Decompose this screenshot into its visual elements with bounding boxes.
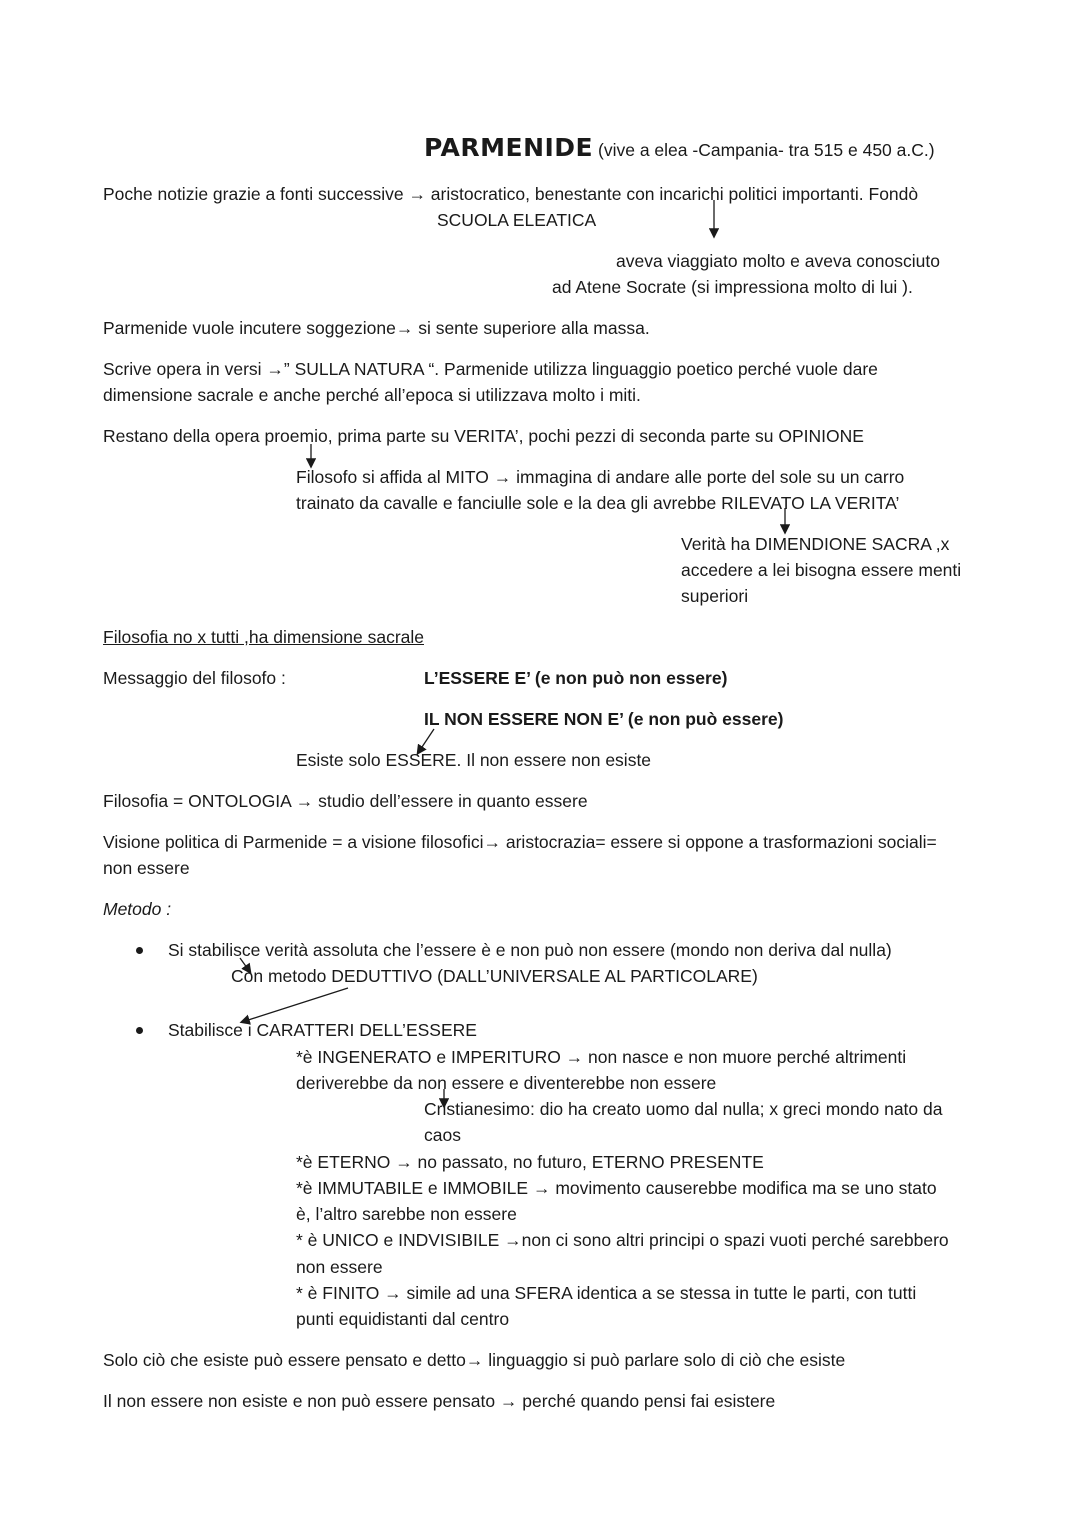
- messaggio-esiste: Esiste solo ESSERE. Il non essere non esiste: [296, 750, 652, 770]
- mito-line-1: Filosofo si affida al MITO → immagina di andare alle porte del sole su un carro: [296, 467, 905, 487]
- conclusione-line-2: Il non essere non esiste e non può essere pensato → perché quando pensi fai esistere: [103, 1391, 776, 1411]
- verita-line-2: accedere a lei bisogna essere menti: [681, 560, 962, 580]
- paragraph-soggezione: Parmenide vuole incutere soggezione→ si sente superiore alla massa.: [103, 318, 650, 338]
- filosofia-heading: Filosofia no x tutti ,ha dimensione sacrale: [103, 627, 424, 647]
- caratteri-unico-2: non essere: [296, 1257, 383, 1277]
- arrow-icon: [418, 729, 434, 753]
- paragraph-politica-1: Visione politica di Parmenide = a visione filosofici→ aristocrazia= essere si oppone a trasformazioni sociali=: [103, 832, 937, 852]
- caratteri-eterno: *è ETERNO → no passato, no futuro, ETERNO PRESENTE: [296, 1152, 764, 1172]
- caratteri-cristianesimo-1: Cristianesimo: dio ha creato uomo dal nulla; x greci mondo nato da: [424, 1099, 943, 1119]
- caratteri-ingenerato-1: *è INGENERATO e IMPERITURO → non nasce e non muore perché altrimenti: [296, 1047, 907, 1067]
- arrow-icon: [240, 958, 250, 972]
- paragraph-opera-1: Scrive opera in versi →” SULLA NATURA “. Parmenide utilizza linguaggio poetico perché vuole dare: [103, 359, 878, 379]
- verita-line-3: superiori: [681, 586, 749, 606]
- messaggio-essere: L’ESSERE E’ (e non può non essere): [424, 668, 728, 688]
- caratteri-ingenerato-2: deriverebbe da non essere e diventerebbe non essere: [296, 1073, 717, 1093]
- title-subtitle: (vive a elea -Campania- tra 515 e 450 a.C.): [598, 140, 935, 160]
- intro-line: Poche notizie grazie a fonti successive → aristocratico, benestante con incarichi politici importanti. Fondò: [103, 184, 919, 204]
- paragraph-opera-2: dimensione sacrale e anche perché all’epoca si utilizzava molto i miti.: [103, 385, 641, 405]
- intro-note-1: aveva viaggiato molto e aveva conosciuto: [616, 251, 940, 271]
- intro-note-2: ad Atene Socrate (si impressiona molto di lui ).: [552, 277, 913, 297]
- intro-school: SCUOLA ELEATICA: [437, 210, 597, 230]
- caratteri-immutabile-1: *è IMMUTABILE e IMMOBILE → movimento causerebbe modifica ma se uno stato: [296, 1178, 937, 1198]
- caratteri-immutabile-2: è, l’altro sarebbe non essere: [296, 1204, 517, 1224]
- metodo-bullet-2: Stabilisce i CARATTERI DELL’ESSERE: [168, 1020, 477, 1040]
- verita-line-1: Verità ha DIMENDIONE SACRA ,x: [681, 534, 950, 554]
- metodo-bullet-1: Si stabilisce verità assoluta che l’essere è e non può non essere (mondo non deriva dal nulla): [168, 940, 892, 960]
- metodo-bullet-1-sub: Con metodo DEDUTTIVO (DALL’UNIVERSALE AL PARTICOLARE): [231, 966, 758, 986]
- paragraph-ontologia: Filosofia = ONTOLOGIA → studio dell’essere in quanto essere: [103, 791, 588, 811]
- paragraph-politica-2: non essere: [103, 858, 190, 878]
- messaggio-non-essere: IL NON ESSERE NON E’ (e non può essere): [424, 709, 784, 729]
- caratteri-finito-1: * è FINITO → simile ad una SFERA identica a se stessa in tutte le parti, con tutti: [296, 1283, 917, 1303]
- paragraph-restano: Restano della opera proemio, prima parte su VERITA’, pochi pezzi di seconda parte su OPINIONE: [103, 426, 864, 446]
- caratteri-unico-1: * è UNICO e INDVISIBILE →non ci sono altri principi o spazi vuoti perché sarebbero: [296, 1230, 949, 1250]
- metodo-label: Metodo :: [103, 899, 172, 919]
- caratteri-cristianesimo-2: caos: [424, 1125, 461, 1145]
- mito-line-2: trainato da cavalle e fanciulle sole e la dea gli avrebbe RILEVATO LA VERITA’: [296, 493, 900, 513]
- caratteri-finito-2: punti equidistanti dal centro: [296, 1309, 510, 1329]
- messaggio-label: Messaggio del filosofo :: [103, 668, 286, 688]
- conclusione-line-1: Solo ciò che esiste può essere pensato e detto→ linguaggio si può parlare solo di ciò che esiste: [103, 1350, 846, 1370]
- title-name: PARMENIDE: [424, 133, 594, 162]
- arrow-icon: [242, 988, 348, 1022]
